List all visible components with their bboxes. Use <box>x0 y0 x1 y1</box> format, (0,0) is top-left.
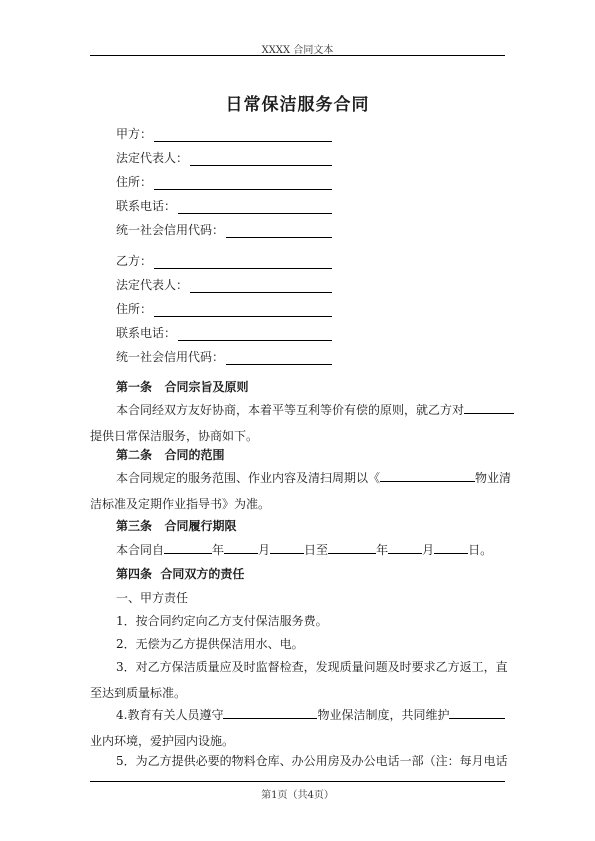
duty-item-4 <box>90 706 505 749</box>
article-4-heading: 第四条 合同双方的责任 <box>116 567 245 581</box>
article-2-line2: 洁标准及定期作业指导书》为准。 <box>90 497 271 511</box>
article-2-heading: 第二条 合同的范围 <box>116 448 225 462</box>
party-b-credit-blank[interactable] <box>226 352 332 365</box>
party-b-name-label: 乙方： <box>116 254 153 268</box>
term-text-month: 月 <box>258 543 271 557</box>
party-a-address-blank[interactable] <box>154 177 332 190</box>
party-b-phone-field <box>116 323 332 341</box>
party-b-rep-blank[interactable] <box>190 280 332 293</box>
article-2-line1b: 物业清 <box>475 471 512 485</box>
party-b-address-field <box>116 299 332 317</box>
duty-item-5: 5．为乙方提供必要的物料仓库、办公用房及办公电话一部（注：每月电话 <box>116 754 508 768</box>
party-b-credit-field <box>116 347 332 365</box>
duty-item-3-line2: 至达到质量标准。 <box>90 686 187 700</box>
party-a-rep-blank[interactable] <box>190 153 332 166</box>
term-text-year: 年 <box>212 543 225 557</box>
start-day-blank[interactable] <box>270 541 304 554</box>
party-b-address-label: 住所： <box>116 302 153 316</box>
end-year-blank[interactable] <box>328 541 376 554</box>
end-day-blank[interactable] <box>434 541 468 554</box>
party-a-credit-label: 统一社会信用代码： <box>116 223 225 237</box>
article-3-heading: 第三条 合同履行期限 <box>116 519 237 533</box>
article-1-blank[interactable] <box>464 401 514 414</box>
end-month-blank[interactable] <box>388 541 422 554</box>
party-b-name-blank[interactable] <box>154 256 332 269</box>
party-a-phone-label: 联系电话： <box>116 199 177 213</box>
party-a-phone-field <box>116 196 332 214</box>
party-b-address-blank[interactable] <box>154 304 332 317</box>
term-text-from: 本合同自 <box>116 543 165 557</box>
party-b-rep-field <box>116 275 332 293</box>
contract-title: 日常保洁服务合同 <box>225 95 370 115</box>
party-a-duties-subheading: 一、甲方责任 <box>116 591 189 605</box>
article-1-heading: 第一条 合同宗旨及原则 <box>116 380 249 394</box>
article-2-body <box>90 469 512 512</box>
party-a-address-label: 住所： <box>116 175 153 189</box>
party-a-credit-blank[interactable] <box>226 225 332 238</box>
article-2-line1a: 本合同规定的服务范围、作业内容及清扫周期以《 <box>116 471 381 485</box>
party-a-phone-blank[interactable] <box>178 201 332 214</box>
duty-item-3-line1: 3．对乙方保洁质量应及时监督检查，发现质量问题及时要求乙方返工，直 <box>116 660 508 674</box>
start-year-blank[interactable] <box>164 541 212 554</box>
party-a-address-field <box>116 172 332 190</box>
article-3-term-line <box>116 541 492 558</box>
article-2-blank[interactable] <box>380 469 475 482</box>
duty-item-4-text-b: 物业保洁制度，共同维护 <box>317 708 450 722</box>
footer-divider <box>90 781 505 782</box>
term-text-day-end: 日。 <box>468 543 493 557</box>
party-a-rep-field <box>116 148 332 166</box>
party-a-name-label: 甲方： <box>116 127 153 141</box>
header-divider <box>90 55 505 56</box>
party-b-phone-blank[interactable] <box>178 328 332 341</box>
duty-item-2: 2．无偿为乙方提供保洁用水、电。 <box>116 637 304 651</box>
party-a-rep-label: 法定代表人： <box>116 151 189 165</box>
party-b-name-field <box>116 251 332 269</box>
duty-item-3 <box>90 658 508 701</box>
article-1-line2: 提供日常保洁服务，协商如下。 <box>90 429 259 443</box>
duty-item-1: 1．按合同约定向乙方支付保洁服务费。 <box>116 614 328 628</box>
article-1-body <box>90 401 505 444</box>
party-b-rep-label: 法定代表人： <box>116 278 189 292</box>
party-a-name-field <box>116 124 332 142</box>
start-month-blank[interactable] <box>224 541 258 554</box>
party-a-credit-field <box>116 220 332 238</box>
page-header: XXXX 合同文本 <box>261 45 334 56</box>
party-b-credit-label: 统一社会信用代码： <box>116 350 225 364</box>
duty-item-4-blank-2[interactable] <box>449 706 505 719</box>
page-footer: 第1页（共4页） <box>261 790 334 801</box>
duty-item-4-line2: 业内环境，爱护园内设施。 <box>90 734 235 748</box>
article-1-line1: 本合同经双方友好协商，本着平等互利等价有偿的原则，就乙方对 <box>116 403 465 417</box>
duty-item-4-text-a: 4.教育有关人员遵守 <box>116 708 224 722</box>
term-text-to: 日至 <box>304 543 329 557</box>
duty-item-4-blank-1[interactable] <box>223 706 317 719</box>
party-a-name-blank[interactable] <box>154 129 332 142</box>
party-b-phone-label: 联系电话： <box>116 326 177 340</box>
term-text-year-2: 年 <box>376 543 389 557</box>
term-text-month-2: 月 <box>422 543 435 557</box>
